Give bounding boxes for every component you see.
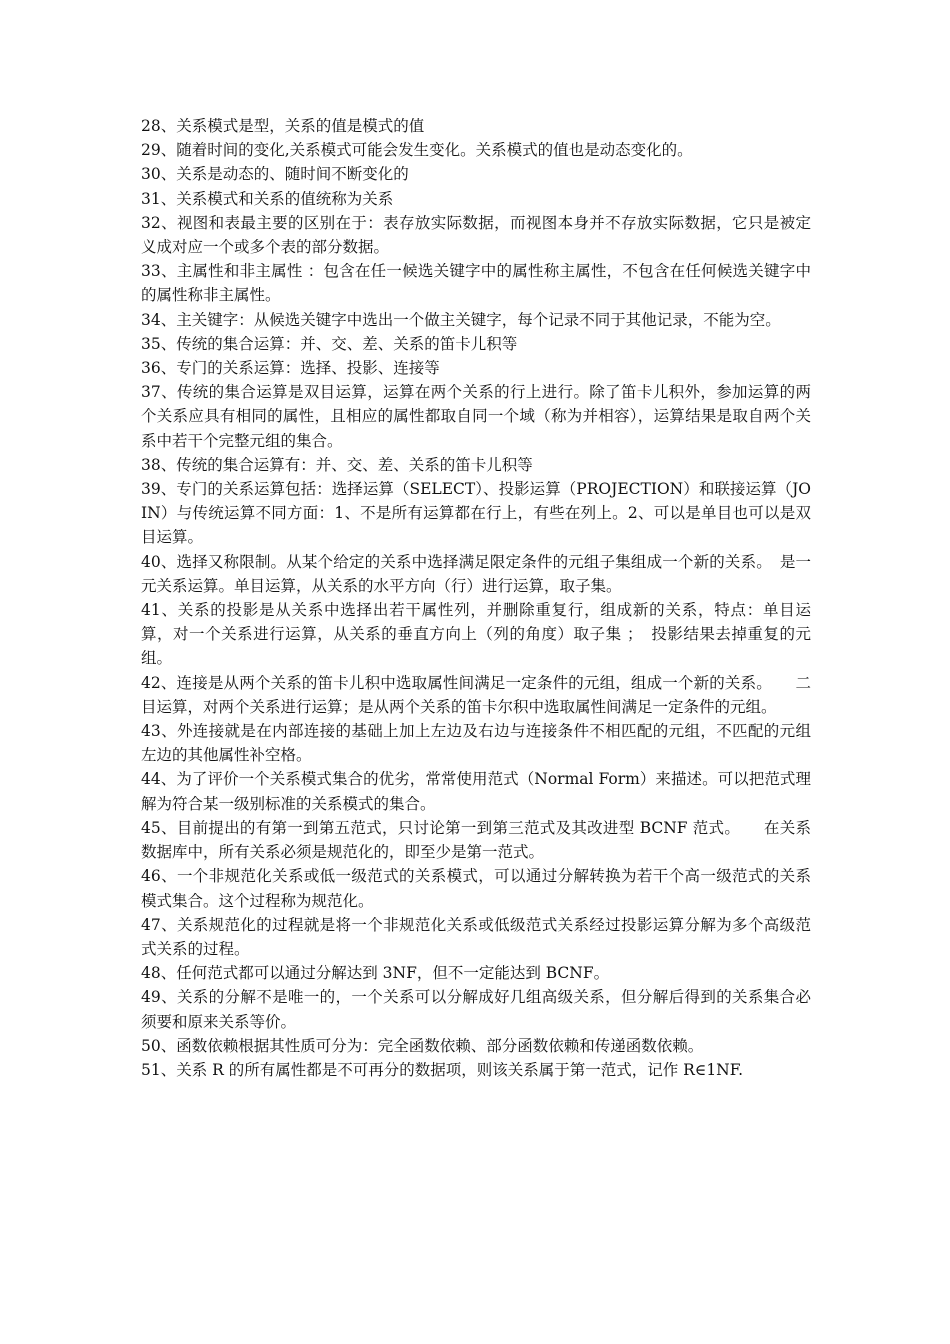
paragraph-40: 40、选择又称限制。从某个给定的关系中选择满足限定条件的元组子集组成一个新的关系。 是一元关系运算。单目运算，从关系的水平方向（行）进行运算，取子集。 [141,552,811,595]
paragraph-51: 51、关系 R 的所有属性都是不可再分的数据项，则该关系属于第一范式，记作 R∈1NF. [141,1060,744,1079]
paragraph-43: 43、外连接就是在内部连接的基础上加上左边及右边与连接条件不相匹配的元组，不匹配的元组左边的其他属性补空格。 [141,722,811,765]
paragraph-49: 49、关系的分解不是唯一的，一个关系可以分解成好几组高级关系，但分解后得到的关系集合必须要和原来关系等价。 [141,988,811,1031]
paragraph-31: 31、关系模式和关系的值统称为关系 [141,189,394,208]
paragraph-37: 37、传统的集合运算是双目运算，运算在两个关系的行上进行。除了笛卡儿积外，参加运算的两个关系应具有相同的属性，且相应的属性都取自同一个域（称为并相容），运算结果是取自两个关系中若干个完整元组的集合。 [141,383,811,450]
document-body [141,114,811,1082]
paragraph-39: 39、专门的关系运算包括：选择运算（SELECT）、投影运算（PROJECTION）和联接运算（JOIN）与传统运算不同方面：1、不是所有运算都在行上，有些在列上。2、可以是单目也可以是双目运算。 [141,480,811,547]
paragraph-50: 50、函数依赖根据其性质可分为：完全函数依赖、部分函数依赖和传递函数依赖。 [141,1036,704,1055]
paragraph-29: 29、随着时间的变化,关系模式可能会发生变化。关系模式的值也是动态变化的。 [141,141,693,160]
paragraph-36: 36、专门的关系运算：选择、投影、连接等 [141,359,440,378]
paragraph-30: 30、关系是动态的、随时间不断变化的 [141,165,409,184]
paragraph-32: 32、视图和表最主要的区别在于：表存放实际数据，而视图本身并不存放实际数据，它只是被定义成对应一个或多个表的部分数据。 [141,213,811,257]
paragraph-46: 46、一个非规范化关系或低一级范式的关系模式，可以通过分解转换为若干个高一级范式的关系模式集合。这个过程称为规范化。 [141,867,811,910]
paragraph-48: 48、任何范式都可以通过分解达到 3NF，但不一定能达到 BCNF。 [141,964,610,983]
paragraph-35: 35、传统的集合运算：并、交、差、关系的笛卡儿积等 [141,334,518,353]
paragraph-45: 45、目前提出的有第一到第五范式，只讨论第一到第三范式及其改进型 BCNF 范式。 在关系数据库中，所有关系必须是规范化的，即至少是第一范式。 [141,818,811,862]
paragraph-34: 34、主关键字：从候选关键字中选出一个做主关键字，每个记录不同于其他记录，不能为空。 [141,310,781,329]
paragraph-33: 33、主属性和非主属性 ：包含在任一候选关键字中的属性称主属性，不包含在任何候选关键字中的属性称非主属性。 [141,262,811,305]
paragraph-41: 41、关系的投影是从关系中选择出若干属性列，并删除重复行，组成新的关系，特点：单目运算，对一个关系进行运算，从关系的垂直方向上（列的角度）取子集 ； 投影结果去掉重复的元组。 [141,601,811,668]
paragraph-38: 38、传统的集合运算有：并、交、差、关系的笛卡儿积等 [141,455,533,474]
paragraph-44: 44、为了评价一个关系模式集合的优劣，常常使用范式（Normal Form）来描述。可以把范式理解为符合某一级别标准的关系模式的集合。 [141,770,811,813]
paragraph-28: 28、关系模式是型，关系的值是模式的值 [141,117,425,135]
paragraph-47: 47、关系规范化的过程就是将一个非规范化关系或低级范式关系经过投影运算分解为多个高级范式关系的过程。 [141,915,811,958]
paragraph-42: 42、连接是从两个关系的笛卡儿积中选取属性间满足一定条件的元组，组成一个新的关系。 二目运算，对两个关系进行运算；是从两个关系的笛卡尔积中选取属性间满足一定条件的元组。 [141,673,811,716]
